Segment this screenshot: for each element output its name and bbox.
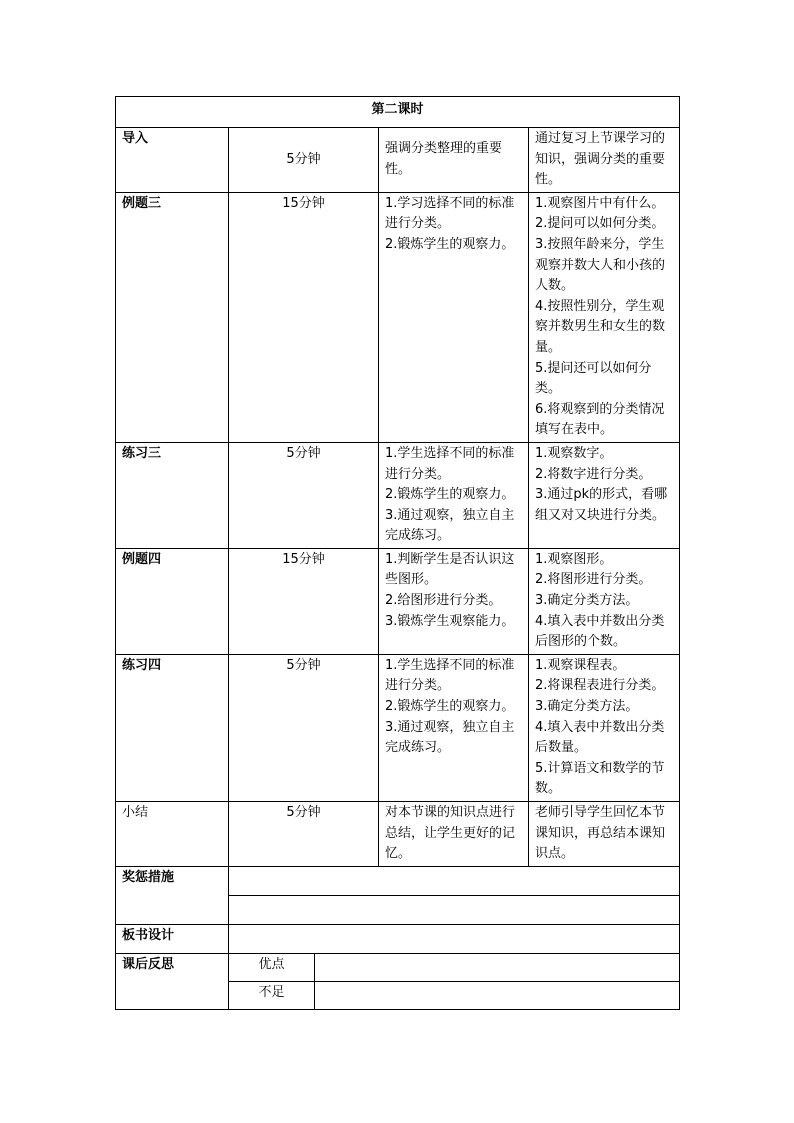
note-text: 2.将课程表进行分类。 xyxy=(535,678,665,694)
pros-label: 优点 xyxy=(229,953,315,981)
note-text: 4.填入表中并数出分类后数量。 xyxy=(535,719,665,756)
stage-time: 15分钟 xyxy=(229,548,379,654)
goal-text: 2.锻炼学生的观察力。 xyxy=(385,699,515,715)
note-text: 5.计算语文和数学的节数。 xyxy=(535,760,665,797)
goal-text: 2.锻炼学生的观察力。 xyxy=(385,236,515,252)
reflection-label: 课后反思 xyxy=(116,953,229,1009)
stage-time: 5分钟 xyxy=(229,442,379,548)
stage-goals xyxy=(379,654,529,801)
stage-notes xyxy=(529,802,680,867)
table-row xyxy=(116,866,680,895)
note-text: 2.提问可以如何分类。 xyxy=(535,216,665,232)
note-text: 3.确定分类方法。 xyxy=(535,699,639,715)
stage-goals xyxy=(379,442,529,548)
note-text: 通过复习上节课学习的知识，强调分类的重要性。 xyxy=(535,131,666,188)
title-row xyxy=(116,97,680,128)
goal-text: 对本节课的知识点进行总结，让学生更好的记忆。 xyxy=(385,805,516,862)
table-row xyxy=(116,192,680,442)
goal-text: 3.通过观察，独立自主完成练习。 xyxy=(385,507,515,544)
note-text: 老师引导学生回忆本节课知识，再总结本课知识点。 xyxy=(535,805,666,862)
pros-cell xyxy=(315,953,680,981)
note-text: 1.观察图片中有什么。 xyxy=(535,195,665,211)
note-text: 1.观察图形。 xyxy=(535,551,613,567)
stage-time: 5分钟 xyxy=(229,128,379,193)
reward-label: 奖惩措施 xyxy=(116,866,229,924)
note-text: 3.按照年龄来分，学生观察并数大人和小孩的人数。 xyxy=(535,236,666,294)
cons-label: 不足 xyxy=(229,981,315,1009)
stage-time: 5分钟 xyxy=(229,802,379,867)
goal-text: 3.通过观察，独立自主完成练习。 xyxy=(385,719,515,756)
note-text: 4.填入表中并数出分类后图形的个数。 xyxy=(535,613,665,650)
note-text: 3.通过pk的形式，看哪组又对又块进行分类。 xyxy=(535,487,668,523)
lesson-plan-table xyxy=(115,96,680,1010)
stage-notes xyxy=(529,128,680,193)
table-row xyxy=(116,548,680,654)
note-text: 4.按照性别分，学生观察并数男生和女生的数量。 xyxy=(535,298,666,355)
note-text: 2.将图形进行分类。 xyxy=(535,572,652,588)
stage-label: 练习三 xyxy=(116,442,229,548)
stage-goals xyxy=(379,192,529,442)
stage-label: 小结 xyxy=(116,802,229,867)
goal-text: 1.学生选择不同的标准进行分类。 xyxy=(385,445,515,482)
goal-text: 1.判断学生是否认识这些图形。 xyxy=(385,551,515,588)
goal-text: 1.学习选择不同的标准进行分类。 xyxy=(385,195,515,232)
stage-goals xyxy=(379,802,529,867)
reward-cell-2 xyxy=(229,895,680,924)
table-row xyxy=(116,924,680,953)
goal-text: 3.锻炼学生观察能力。 xyxy=(385,613,515,629)
table-row xyxy=(116,442,680,548)
goal-text: 2.给图形进行分类。 xyxy=(385,593,502,609)
board-cell xyxy=(229,924,680,953)
stage-goals xyxy=(379,128,529,193)
stage-notes xyxy=(529,192,680,442)
stage-time: 5分钟 xyxy=(229,654,379,801)
stage-label: 例题三 xyxy=(116,192,229,442)
table-row xyxy=(116,654,680,801)
note-text: 3.确定分类方法。 xyxy=(535,593,639,609)
board-label: 板书设计 xyxy=(116,924,229,953)
stage-goals xyxy=(379,548,529,654)
table-row xyxy=(116,802,680,867)
lesson-title: 第二课时 xyxy=(116,97,680,128)
note-text: 5.提问还可以如何分类。 xyxy=(535,360,652,397)
note-text: 6.将观察到的分类情况填写在表中。 xyxy=(535,401,665,438)
stage-notes xyxy=(529,548,680,654)
stage-label: 导入 xyxy=(116,128,229,193)
table-row xyxy=(116,953,680,981)
note-text: 1.观察数字。 xyxy=(535,445,613,461)
note-text: 1.观察课程表。 xyxy=(535,657,626,673)
note-text: 2.将数字进行分类。 xyxy=(535,466,652,482)
goal-text: 2.锻炼学生的观察力。 xyxy=(385,487,515,503)
stage-label: 例题四 xyxy=(116,548,229,654)
reward-cell-1 xyxy=(229,866,680,895)
stage-notes xyxy=(529,654,680,801)
stage-label: 练习四 xyxy=(116,654,229,801)
goal-text: 强调分类整理的重要性。 xyxy=(385,141,503,177)
table-row xyxy=(116,128,680,193)
cons-cell xyxy=(315,981,680,1009)
stage-time: 15分钟 xyxy=(229,192,379,442)
stage-notes xyxy=(529,442,680,548)
goal-text: 1.学生选择不同的标准进行分类。 xyxy=(385,657,515,694)
